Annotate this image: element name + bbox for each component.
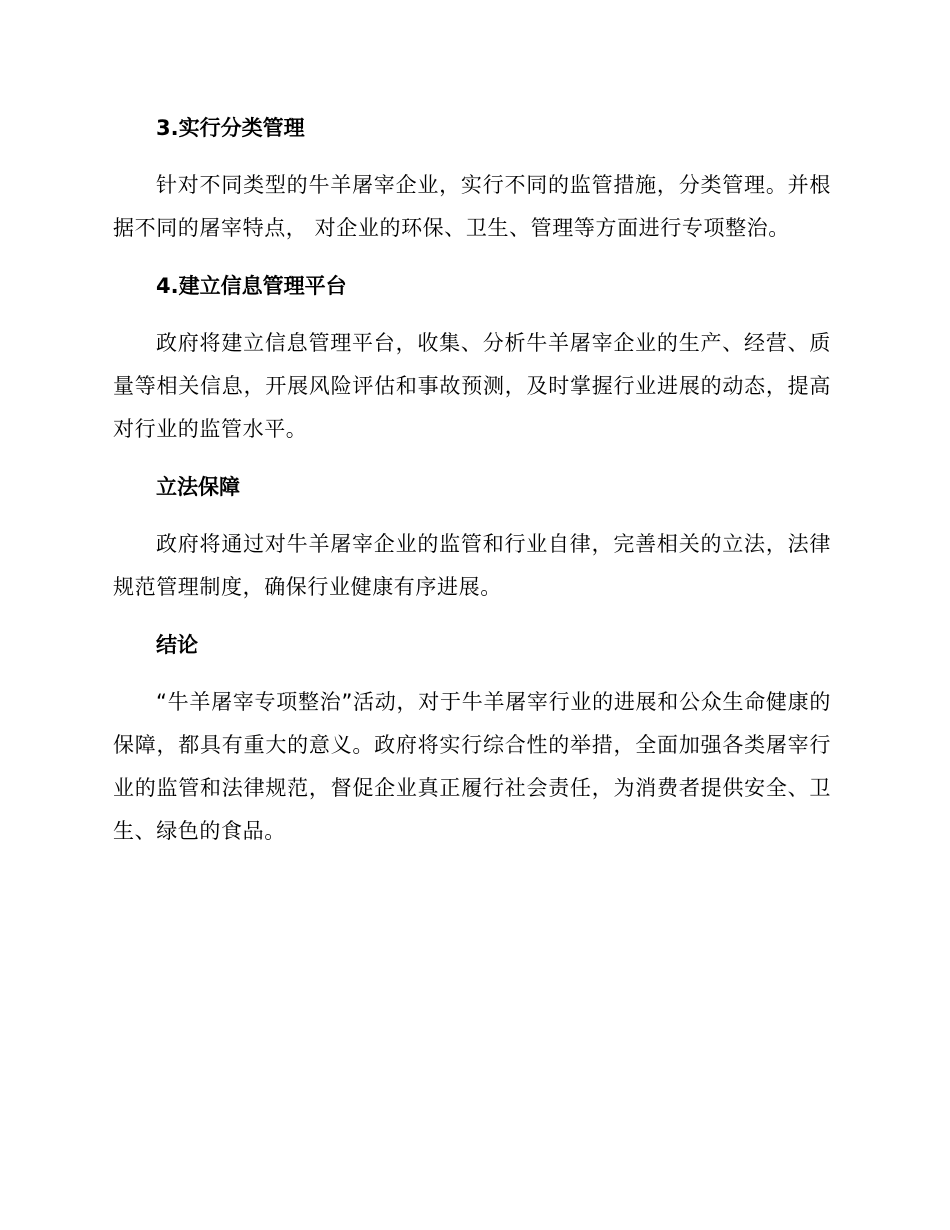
section-paragraph-classification: 针对不同类型的牛羊屠宰企业，实行不同的监管措施，分类管理。并根据不同的屠宰特点， 对企业的环保、卫生、管理等方面进行专项整治。: [113, 173, 831, 240]
section-heading-conclusion: 结论: [156, 633, 198, 657]
section-heading-info-platform: 4.建立信息管理平台: [156, 274, 347, 298]
section-heading-classification: 3.实行分类管理: [156, 116, 305, 140]
section-paragraph-legislation: 政府将通过对牛羊屠宰企业的监管和行业自律，完善相关的立法，法律规范管理制度，确保行业健康有序进展。: [113, 532, 831, 599]
document-body: [113, 106, 831, 867]
section-heading-legislation: 立法保障: [156, 475, 240, 499]
section-paragraph-conclusion: “牛羊屠宰专项整治”活动，对于牛羊屠宰行业的进展和公众生命健康的保障，都具有重大的意义。政府将实行综合性的举措，全面加强各类屠宰行业的监管和法律规范，督促企业真正履行社会责任，为消费者提供安全、卫生、绿色的食品。: [113, 690, 831, 843]
section-paragraph-info-platform: 政府将建立信息管理平台，收集、分析牛羊屠宰企业的生产、经营、质量等相关信息，开展风险评估和事故预测，及时掌握行业进展的动态，提高对行业的监管水平。: [113, 331, 831, 441]
